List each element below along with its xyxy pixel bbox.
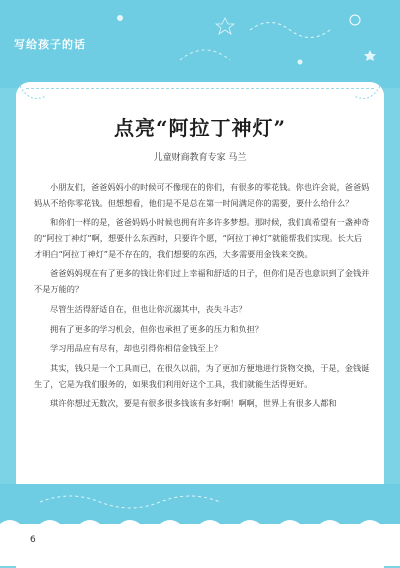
paragraph: 尽管生活得舒适自在，但也让你沉溺其中，丧失斗志？ xyxy=(50,303,247,314)
paragraph: 拥有了更多的学习机会，但你也承担了更多的压力和负担？ xyxy=(50,323,263,334)
corner-swirl-right-icon xyxy=(346,80,386,110)
article-title: 点亮“阿拉丁神灯” xyxy=(113,116,286,140)
paragraph: 学习用品应有尽有，却也引得你相信金钱至上？ xyxy=(50,343,222,354)
top-banner xyxy=(0,0,400,88)
bottom-margin xyxy=(0,524,400,566)
page-number: 6 xyxy=(30,535,36,545)
paragraph: 和你们一样的是，爸爸妈妈小时候也拥有许多许多梦想。那时候，我们真希望有一盏神奇的“阿拉丁神灯”啊，想要什么东西时，只要许个愿，“阿拉丁神灯”就能帮我们实现。长大后才明白“阿拉丁神灯”是不存在的，我们想要的东西，大多需要用金钱来交换。 xyxy=(34,217,370,259)
paragraph: 琪许你想过无数次，要是有很多很多钱该有多好啊！啊啊，世界上有很多人都和 xyxy=(50,398,337,409)
paragraph: 其实，钱只是一个工具而已，在很久以前，为了更加方便地进行货物交换，于是，金钱诞生了，它是为我们服务的，如果我们利用好这个工具，我们就能生活得更好。 xyxy=(34,363,370,389)
bottom-scallop-border xyxy=(0,484,400,528)
corner-swirl-left-icon xyxy=(12,80,52,110)
paragraph: 爸爸妈妈现在有了更多的钱让你们过上幸福和舒适的日子，但你们是否也意识到了金钱并不是万能的？ xyxy=(34,268,370,294)
stitch-border xyxy=(26,88,374,89)
article-author: 儿童财商教育专家 马兰 xyxy=(153,153,247,163)
paragraph: 小朋友们，爸爸妈妈小的时候可不像现在的你们，有很多的零花钱。你也许会说，爸爸妈妈从不给你零花钱。但想想看，他们是不是总在第一时间满足你的需要，要什么给什么？ xyxy=(34,182,370,208)
article-body xyxy=(34,180,370,416)
column-tag: 写给孩子的话 xyxy=(14,38,86,51)
